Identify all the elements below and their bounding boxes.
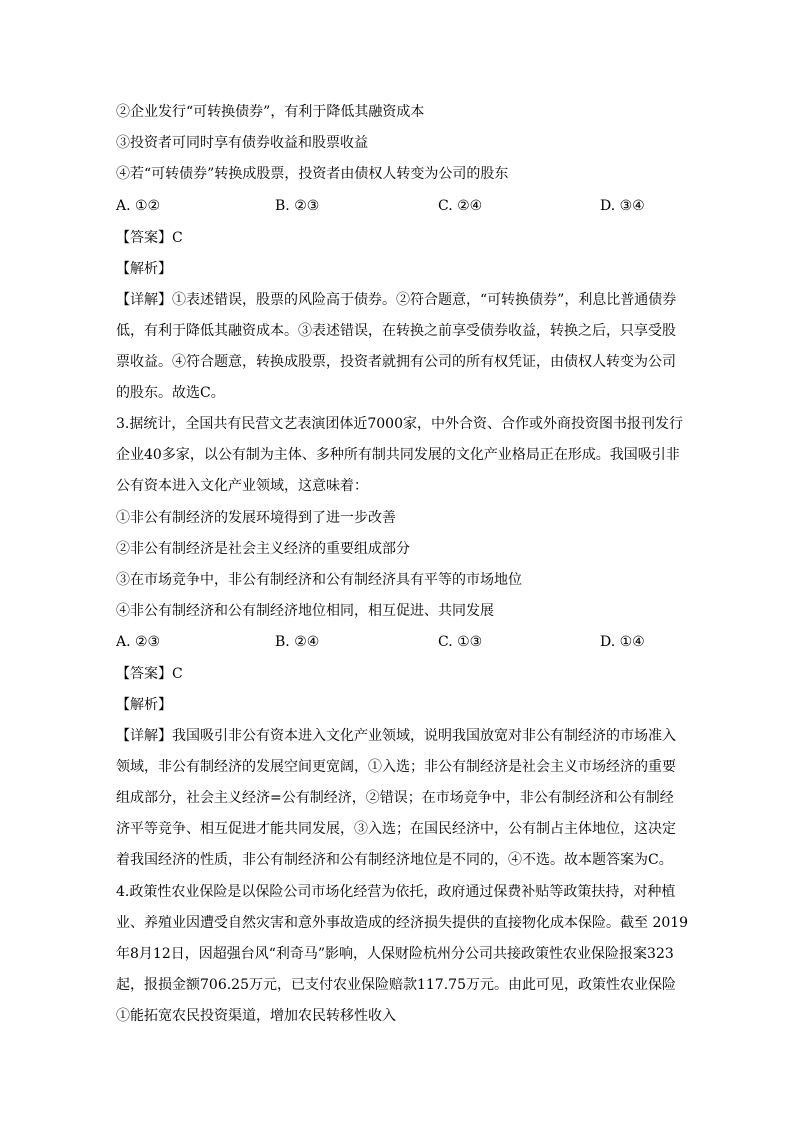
q3-stem-line: 企业40多家，以公有制为主体、多种所有制共同发展的文化产业格局正在形成。我国吸引非 bbox=[116, 447, 680, 463]
q2-detail-line: 低，有利于降低其融资成本。③表述错误，在转换之前享受债券收益，转换之后，只享受股 bbox=[116, 323, 676, 339]
q2-statement-2: ②企业发行“可转换债券”，有利于降低其融资成本 bbox=[116, 104, 425, 120]
q3-detail-line: 济平等竞争、相互促进才能共同发展，③入选；在国民经济中，公有制占主体地位，这决定 bbox=[116, 821, 676, 837]
q3-stem-line: 3.据统计，全国共有民营文艺表演团体近7000家，中外合资、合作或外商投资图书报刊发行 bbox=[116, 416, 683, 432]
q3-statement-1: ①非公有制经济的发展环境得到了进一步改善 bbox=[116, 510, 396, 526]
q3-detail-line: 着我国经济的性质，非公有制经济和公有制经济地位是不同的，④不选。故本题答案为C。 bbox=[116, 852, 673, 868]
q3-statement-2: ②非公有制经济是社会主义经济的重要组成部分 bbox=[116, 541, 410, 557]
q3-answer: 【答案】C bbox=[116, 666, 183, 682]
q2-option-d: D. ③④ bbox=[600, 198, 645, 214]
q3-option-b: B. ②④ bbox=[275, 634, 320, 650]
q3-detail-line: 领域，非公有制经济的发展空间更宽阔，①入选；非公有制经济是社会主义市场经济的重要 bbox=[116, 759, 676, 775]
q2-statement-3: ③投资者可同时享有债券收益和股票收益 bbox=[116, 135, 368, 151]
q4-stem-line: 年8月12日，因超强台风“利奇马”影响，人保财险杭州分公司共接政策性农业保险报案323 bbox=[116, 946, 674, 962]
q4-stem-line: 4.政策性农业保险是以保险公司市场化经营为依托，政府通过保费补贴等政策扶持，对种植 bbox=[116, 884, 676, 900]
q2-detail-line: 的股东。故选C。 bbox=[116, 385, 225, 401]
q2-answer: 【答案】C bbox=[116, 230, 183, 246]
q4-stem-line: 起，报损金额706.25万元，已支付农业保险赔款117.75万元。由此可见，政策性农业保险 bbox=[116, 977, 676, 993]
q2-detail-line: 票收益。④符合题意，转换成股票，投资者就拥有公司的所有权凭证，由债权人转变为公司 bbox=[116, 354, 676, 370]
q4-stem-line: 业、养殖业因遭受自然灾害和意外事故造成的经济损失提供的直接物化成本保险。截至 2019 bbox=[116, 915, 689, 931]
q3-option-a: A. ②③ bbox=[116, 634, 161, 650]
q3-statement-3: ③在市场竞争中，非公有制经济和公有制经济具有平等的市场地位 bbox=[116, 572, 522, 588]
q2-statement-4: ④若“可转债券”转换成股票，投资者由债权人转变为公司的股东 bbox=[116, 166, 509, 182]
q3-stem-line: 公有资本进入文化产业领域，这意味着： bbox=[116, 478, 368, 494]
q3-detail-line: 组成部分，社会主义经济=公有制经济，②错误；在市场竞争中，非公有制经济和公有制经 bbox=[116, 790, 674, 806]
q3-statement-4: ④非公有制经济和公有制经济地位相同，相互促进、共同发展 bbox=[116, 603, 494, 619]
q3-analysis-heading: 【解析】 bbox=[116, 697, 172, 713]
q2-option-c: C. ②④ bbox=[438, 198, 483, 214]
q3-detail-line: 【详解】我国吸引非公有资本进入文化产业领域，说明我国放宽对非公有制经济的市场准入 bbox=[116, 728, 676, 744]
q2-analysis-heading: 【解析】 bbox=[116, 261, 172, 277]
q2-option-a: A. ①② bbox=[116, 198, 161, 214]
q3-option-d: D. ①④ bbox=[600, 634, 645, 650]
q2-detail-line: 【详解】①表述错误，股票的风险高于债券。②符合题意，“可转换债券”，利息比普通债券 bbox=[116, 292, 677, 308]
q2-option-b: B. ②③ bbox=[275, 198, 320, 214]
q3-option-c: C. ①③ bbox=[438, 634, 483, 650]
q4-statement-1: ①能拓宽农民投资渠道，增加农民转移性收入 bbox=[116, 1008, 396, 1024]
